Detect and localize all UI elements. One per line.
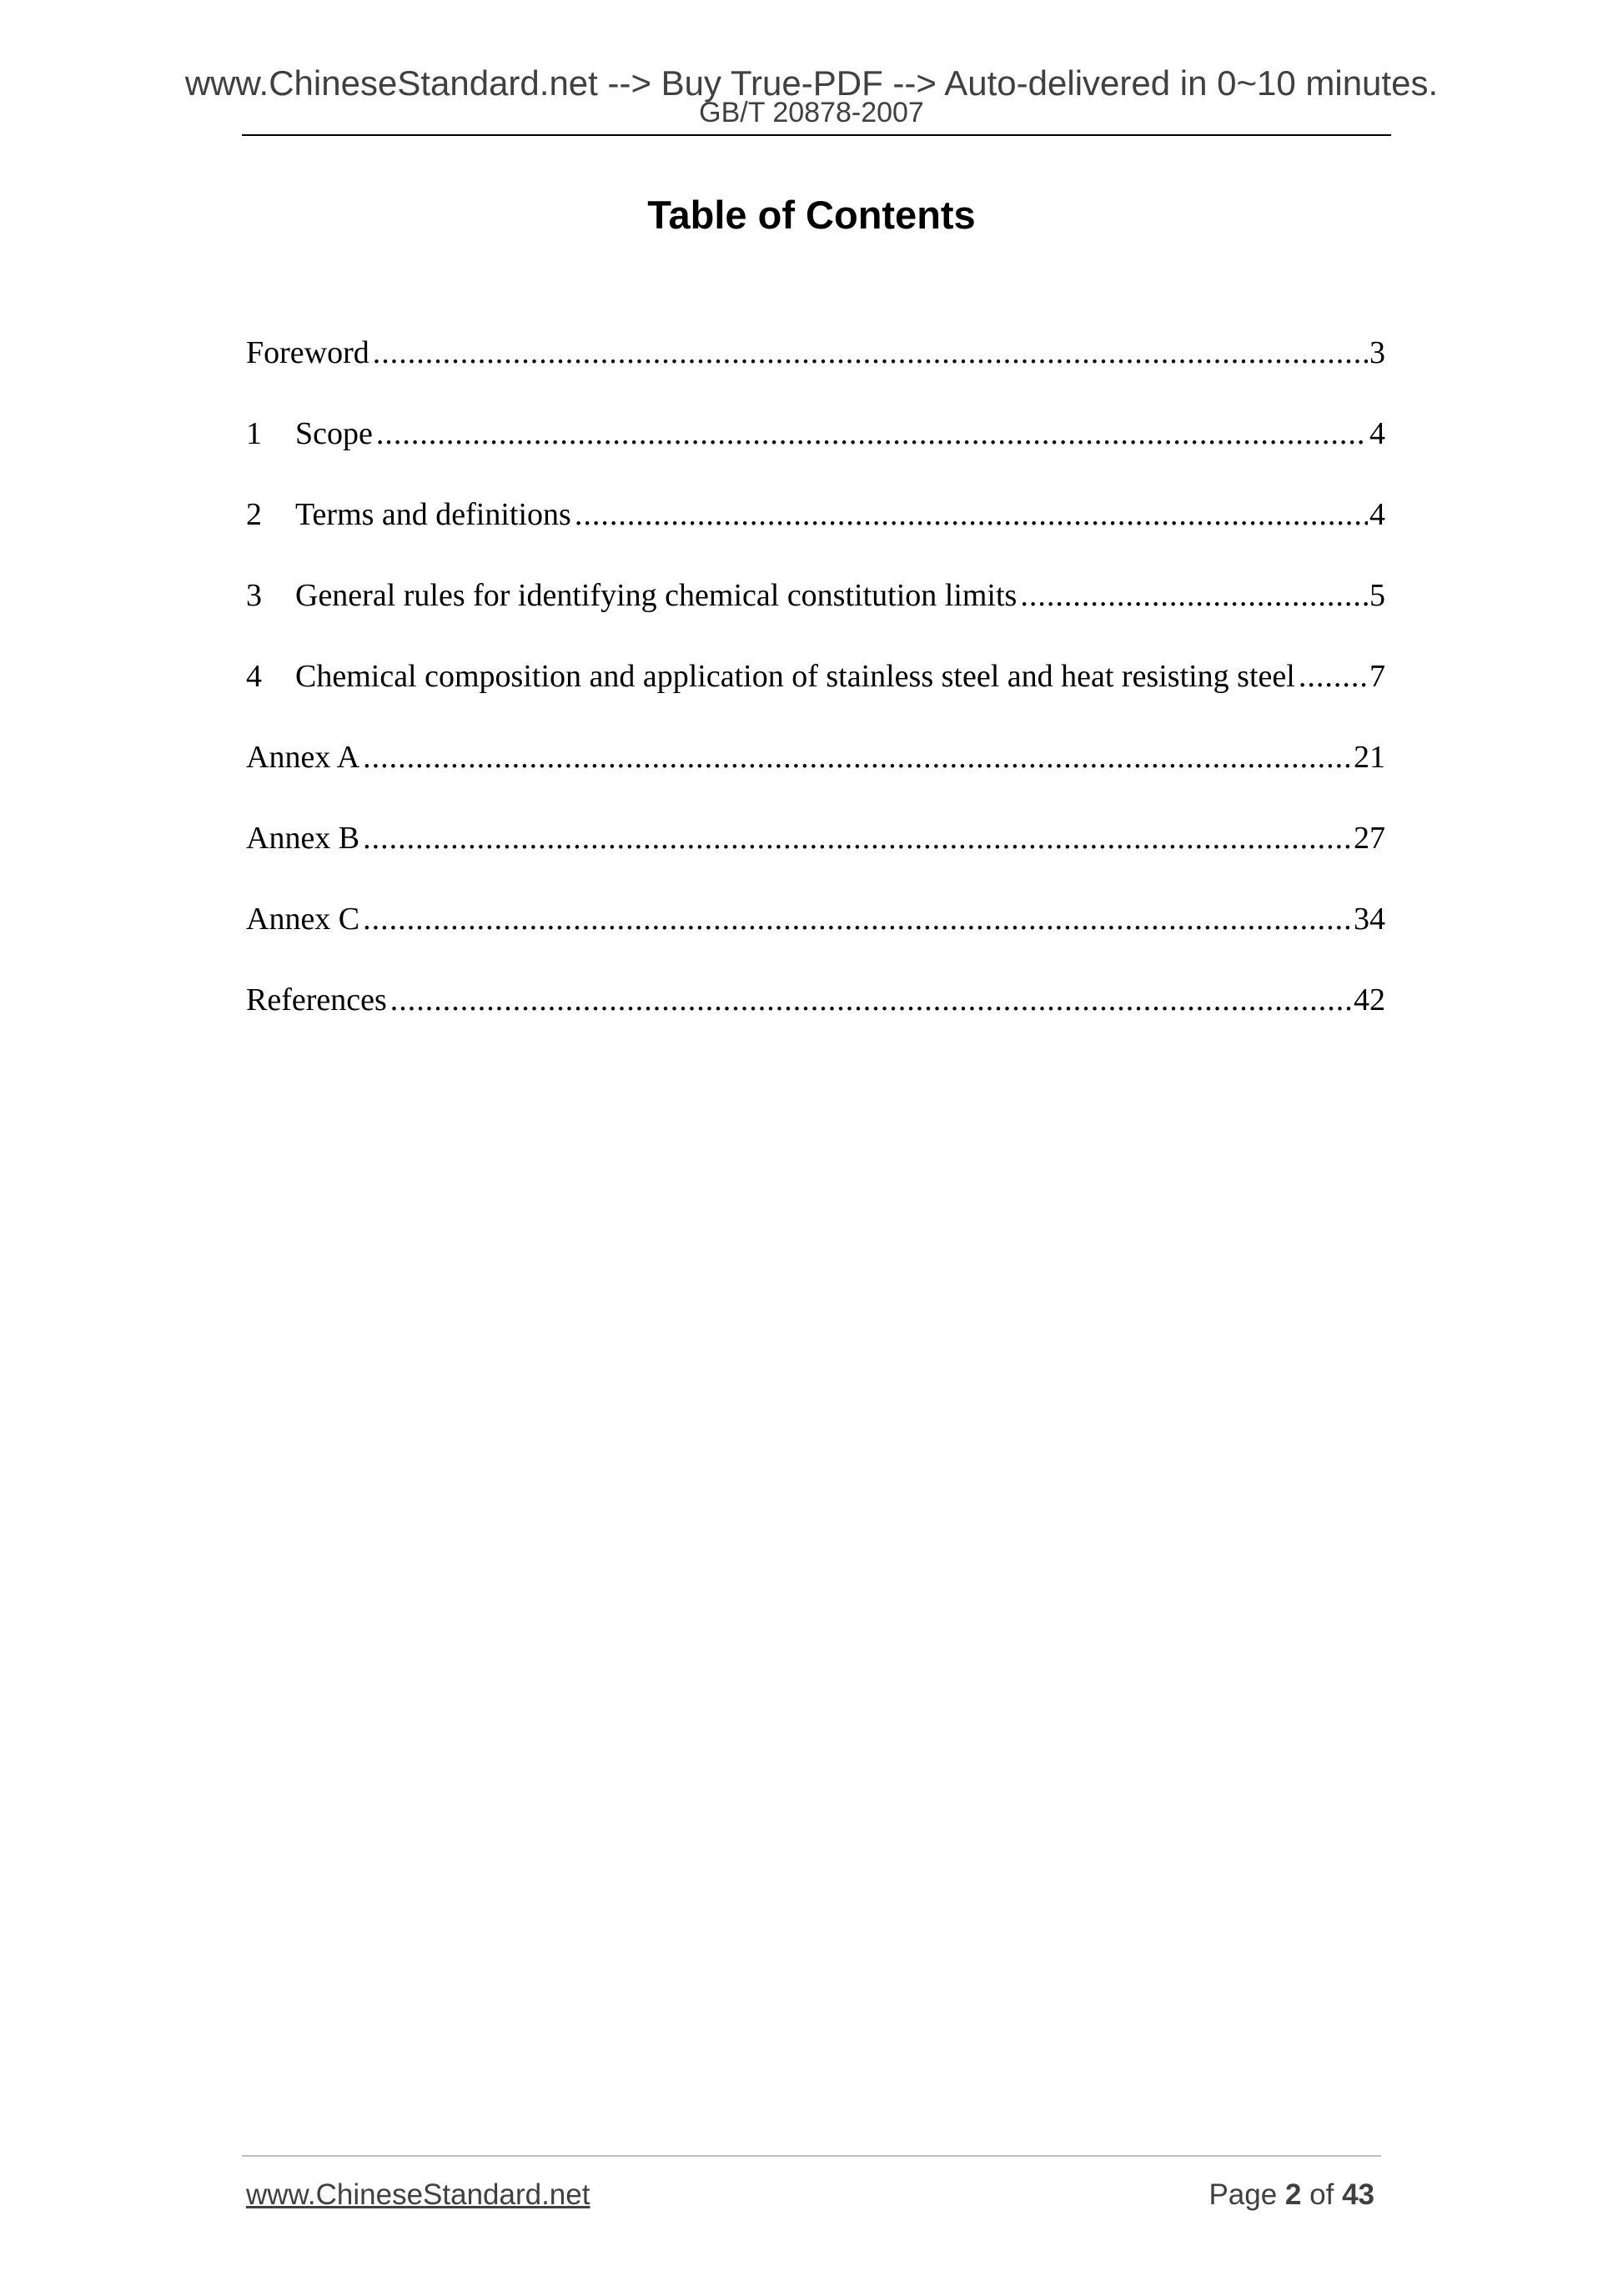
document-code: GB/T 20878-2007 xyxy=(699,97,924,128)
toc-entry-page: 42 xyxy=(1354,982,1385,1017)
toc-entry-scope[interactable] xyxy=(246,410,1385,491)
toc-entry-label: Chemical composition and application of stainless steel and heat resisting steel xyxy=(295,659,1295,694)
toc-dot-leader xyxy=(376,410,1368,457)
toc-dot-leader xyxy=(363,734,1352,781)
toc-entry-page: 4 xyxy=(1369,497,1385,532)
toc-entry-label: Annex A xyxy=(246,740,360,775)
toc-entry-number: 3 xyxy=(246,578,262,613)
toc-entry-page: 21 xyxy=(1354,740,1385,775)
toc-entry-page: 4 xyxy=(1369,416,1385,451)
page-of-label: of xyxy=(1309,2178,1334,2211)
toc-dot-leader xyxy=(363,896,1352,942)
toc-dot-leader xyxy=(363,815,1352,862)
toc-entry-label: Foreword xyxy=(246,335,369,370)
toc-entry-annex-a[interactable] xyxy=(246,734,1385,815)
toc-entry-number: 2 xyxy=(246,497,262,532)
toc-entry-references[interactable] xyxy=(246,977,1385,1058)
toc-entry-chemical-composition[interactable] xyxy=(246,653,1385,734)
page-number xyxy=(1208,2177,1374,2213)
toc-entry-page: 3 xyxy=(1369,335,1385,370)
toc-entry-label: Annex C xyxy=(246,902,360,937)
toc-entry-label: References xyxy=(246,982,387,1017)
toc-entry-terms-and-definitions[interactable] xyxy=(246,491,1385,572)
toc-dot-leader xyxy=(373,329,1368,376)
header-divider xyxy=(242,134,1391,136)
toc-entry-foreword[interactable] xyxy=(246,329,1385,410)
toc-entry-page: 5 xyxy=(1369,578,1385,613)
toc-dot-leader xyxy=(575,491,1368,538)
toc-entry-page: 7 xyxy=(1369,659,1385,694)
toc-dot-leader xyxy=(1020,572,1368,619)
footer-site-link[interactable]: www.ChineseStandard.net xyxy=(246,2178,590,2211)
page-total: 43 xyxy=(1342,2178,1374,2211)
table-of-contents xyxy=(246,329,1385,1058)
toc-entry-label: Terms and definitions xyxy=(295,497,571,532)
site-banner: www.ChineseStandard.net --> Buy True-PDF --> Auto-delivered in 0~10 minutes. xyxy=(184,63,1439,103)
toc-entry-number: 1 xyxy=(246,416,262,451)
page-label: Page xyxy=(1208,2178,1278,2211)
toc-entry-general-rules[interactable] xyxy=(246,572,1385,653)
toc-entry-label: Scope xyxy=(295,416,373,451)
toc-entry-number: 4 xyxy=(246,659,262,694)
page-current: 2 xyxy=(1284,2178,1302,2211)
toc-dot-leader xyxy=(1299,653,1368,700)
toc-dot-leader xyxy=(390,977,1352,1023)
toc-entry-page: 34 xyxy=(1354,902,1385,937)
toc-entry-page: 27 xyxy=(1354,821,1385,856)
toc-entry-annex-b[interactable] xyxy=(246,815,1385,896)
toc-entry-label: Annex B xyxy=(246,821,360,856)
page-title: Table of Contents xyxy=(647,193,976,237)
toc-entry-annex-c[interactable] xyxy=(246,896,1385,977)
footer-divider xyxy=(242,2155,1381,2157)
toc-entry-label: General rules for identifying chemical constitution limits xyxy=(295,578,1018,613)
